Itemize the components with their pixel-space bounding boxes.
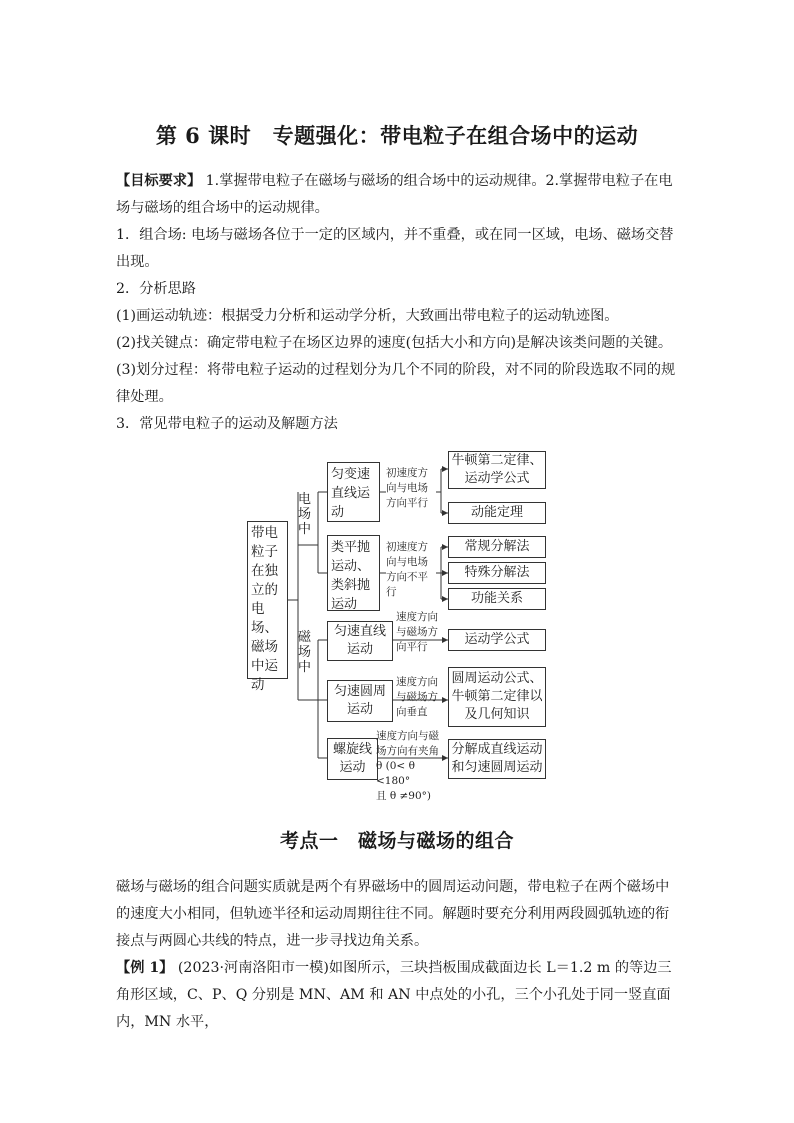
diagram-result-kinetic: 动能定理 [448,502,546,524]
paragraph-key-points: (2)找关键点：确定带电粒子在场区边界的速度(包括大小和方向)是解决该类问题的关键。 [116,335,673,351]
diagram-condition-5a: 速度方向与磁场方向有夹角 [376,730,439,757]
diagram-condition-1: 初速度方向与电场方向平行 [386,467,428,509]
section-heading-1: 考点一 磁场与磁场的组合 [279,830,514,852]
diagram-motion-uniform-line: 匀速直线运动 [327,621,393,661]
example-1-text: 如图所示，三块挡板围成截面边长 L＝1.2 m 的等边三角形区域，C、P、Q 分别是 MN、AM 和 AN 中点处的小孔，三个小孔处于同一竖直面内，MN 水平， [116,960,672,1030]
diagram-result-regular-decomp: 常规分解法 [448,536,546,558]
goal-paragraph [116,168,678,222]
goal-text: 1.掌握带电粒子在磁场与磁场的组合场中的运动规律。2.掌握带电粒子在电场与磁场的组合场中的运动规律。 [116,173,673,216]
diagram-motion-projectile: 类平抛运动、类斜抛运动 [327,535,380,611]
page-title: 第 6 课时 专题强化：带电粒子在组合场中的运动 [155,123,639,148]
diagram-result-decompose: 分解成直线运动和匀速圆周运动 [448,739,546,779]
diagram-motion-helix: 螺旋线运动 [327,738,378,780]
diagram-motion-uniform-circle: 匀速圆周运动 [327,680,393,722]
diagram-condition-5 [376,729,448,804]
diagram-condition-2: 初速度方向与电场方向不平行 [386,541,428,598]
example-1-source: (2023·河南洛阳市一模) [177,960,329,976]
paragraph-process: (3)划分过程：将带电粒子运动的过程划分为几个不同的阶段，对不同的阶段选取不同的规律处理。 [116,362,676,405]
diagram-motion-uniform-accel: 匀变速直线运动 [327,462,380,522]
diagram-condition-4: 速度方向与磁场方向垂直 [396,676,438,718]
diagram-result-newton: 牛顿第二定律、运动学公式 [448,451,546,489]
diagram-condition-3: 速度方向与磁场方向平行 [396,611,438,653]
goal-label: 【目标要求】 [116,173,202,189]
diagram-condition-5b: θ (0< θ <180° [376,760,415,787]
paragraph-combined-field: 1．组合场: 电场与磁场各位于一定的区域内，并不重叠，或在同一区域，电场、磁场交替出现。 [116,227,674,270]
diagram-root-box: 带电粒子在独立的电场、磁场中运动 [247,521,288,679]
diagram-result-special-decomp: 特殊分解法 [448,562,546,584]
example-1 [116,955,678,1036]
section1-paragraph: 磁场与磁场的组合问题实质就是两个有界磁场中的圆周运动问题，带电粒子在两个磁场中的速度大小相同，但轨迹半径和运动周期往往不同。解题时要充分利用两段圆弧轨迹的衔接点与两圆心共线的特点，进一步寻找边角关系。 [116,879,670,949]
diagram-result-work-energy: 功能关系 [448,588,546,610]
paragraph-analysis-heading: 2．分析思路 [116,281,196,297]
example-1-label: 【例 1】 [116,960,174,976]
paragraph-methods-heading: 3．常见带电粒子的运动及解题方法 [116,416,338,432]
diagram-condition-5c: 且 θ ≠90°) [376,790,432,802]
paragraph-trajectory: (1)画运动轨迹：根据受力分析和运动学分析，大致画出带电粒子的运动轨迹图。 [116,308,619,324]
diagram-label-electric: 电场中 [298,492,312,537]
diagram-result-circular: 圆周运动公式、牛顿第二定律以及几何知识 [448,667,546,727]
diagram-label-magnetic: 磁场中 [298,630,312,675]
diagram-result-kinematics: 运动学公式 [448,629,546,651]
